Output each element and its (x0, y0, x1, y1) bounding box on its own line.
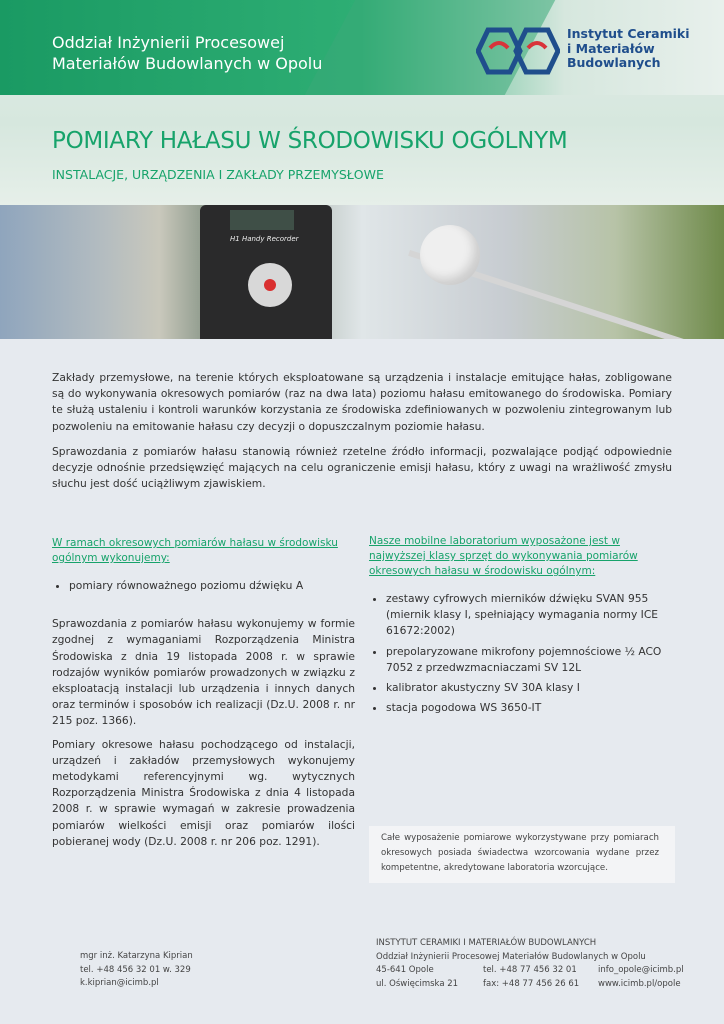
list-item: • stacja pogodowa WS 3650-IT (386, 700, 675, 716)
list-item: • prepolaryzowane mikrofony pojemnościowe ½ ACO 7052 z przedwzmacniaczami SV 12L (386, 644, 675, 676)
page-subtitle: INSTALACJE, URZĄDZENIA I ZAKŁADY PRZEMYSŁOWE (52, 167, 384, 182)
institute-logo-icon (476, 26, 560, 76)
phone-number: tel. +48 77 456 32 01 (483, 965, 577, 975)
record-dot-icon (264, 279, 276, 291)
org-line-1: Oddział Inżynierii Procesowej (52, 33, 285, 52)
right-list (369, 591, 675, 716)
page-title: POMIARY HAŁASU W ŚRODOWISKU OGÓLNYM (52, 128, 568, 154)
note-text: Całe wyposażenie pomiarowe wykorzystywane przy pomiarach okresowych posiada świadectwa wzorcowania wydane przez kompetentne, akredytowane laboratoria wzorcujące. (381, 833, 659, 873)
institute-name: INSTYTUT CERAMIKI I MATERIAŁÓW BUDOWLANYCH (376, 938, 597, 948)
logo-line-1: Instytut Ceramiki (567, 26, 690, 41)
recorder-label: H1 Handy Recorder (230, 235, 299, 243)
list-item: • pomiary równoważnego poziomu dźwięku A (69, 578, 355, 594)
logo-text (567, 27, 689, 71)
intro-text (52, 370, 672, 501)
org-line-2: Materiałów Budowlanych w Opolu (52, 54, 323, 73)
list-item: • kalibrator akustyczny SV 30A klasy I (386, 680, 675, 696)
recorder-image (200, 205, 332, 339)
contact-phone: tel. +48 456 32 01 w. 329 (80, 964, 191, 975)
right-heading: Nasze mobilne laboratorium wyposażone jest w najwyższej klasy sprzęt do wykonywania pomiarów okresowych hałasu w środowisku ogólnym: (369, 535, 638, 577)
website-link[interactable]: www.icimb.pl/opole (598, 979, 681, 989)
fax-number: fax: +48 77 456 26 61 (483, 979, 580, 989)
email-link[interactable]: info_opole@icimb.pl (598, 965, 684, 975)
logo-line-2: i Materiałów (567, 40, 655, 56)
left-paragraph-1: Sprawozdania z pomiarów hałasu wykonujemy w formie zgodnej z wymaganiami Rozporządzenia Ministra Środowiska z dnia 19 listopada 2008 r. w sprawie rodzajów wyników pomiarów prowadzonych w związku z eksploatacją instalacji lub urządzenia i innych danych oraz terminów i sposobów ich realizacji (Dz.U. 2008 r. nr 215 poz. 1366). (52, 617, 355, 728)
left-list (52, 578, 355, 594)
institute-block (376, 937, 646, 964)
header-banner (0, 0, 724, 205)
contact-block (80, 950, 193, 991)
intro-paragraph-2: Sprawozdania z pomiarów hałasu stanowią również rzetelne źródło informacji, pozwalające podjąć odpowiednie decyzje odnośnie przedsięwzięć mających na celu ograniczenie emisji hałasu, który z uwagi na wrażliwość zmysłu słuchu jest dość uciążliwym zjawiskiem. (52, 444, 672, 491)
contact-email: k.kiprian@icimb.pl (80, 978, 159, 988)
left-column (52, 536, 355, 857)
list-item: • zestawy cyfrowych mierników dźwięku SVAN 955 (miernik klasy I, spełniający wymagania normy ICE 61672:2002) (386, 591, 675, 640)
recorder-screen (230, 210, 294, 230)
address-line-1: 45-641 Opole (376, 965, 434, 975)
left-paragraph-2: Pomiary okresowe hałasu pochodzącego od instalacji, urządzeń i zakładów przemysłowych wykonujemy metodykami referencyjnymi wg. wytycznych Rozporządzenia Ministra Środowiska z dnia 4 listopada 2008 r. w sprawie wymagań w zakresie prowadzenia pomiarów wielkości emisji oraz pomiarów ilości pobieranej wody (Dz.U. 2008 r. nr 206 poz. 1291). (52, 737, 355, 848)
org-title (52, 32, 322, 74)
intro-paragraph-1: Zakłady przemysłowe, na terenie których eksploatowane są urządzenia i instalacje emitujące hałas, zobligowane są do wykonywania okresowych pomiarów (raz na dwa lata) poziomu hałasu emitowanego do środowiska. Pomiary te służą ustaleniu i kontroli warunków korzystania ze środowiska zdefiniowanych w pozwoleniu zintegrowanym lub pozwoleniu na emitowanie hałasu czy decyzji o dopuszczalnym poziomie hałasu. (52, 371, 672, 433)
address-line-2: ul. Oświęcimska 21 (376, 979, 459, 989)
institute-department: Oddział Inżynierii Procesowej Materiałów Budowlanych w Opolu (376, 951, 646, 962)
contact-name: mgr inż. Katarzyna Kiprian (80, 951, 193, 961)
certification-note (369, 826, 675, 883)
right-column (369, 534, 675, 720)
microphone-head-icon (420, 225, 480, 285)
logo-line-3: Budowlanych (567, 55, 661, 70)
left-heading: W ramach okresowych pomiarów hałasu w środowisku ogólnym wykonujemy: (52, 537, 338, 564)
